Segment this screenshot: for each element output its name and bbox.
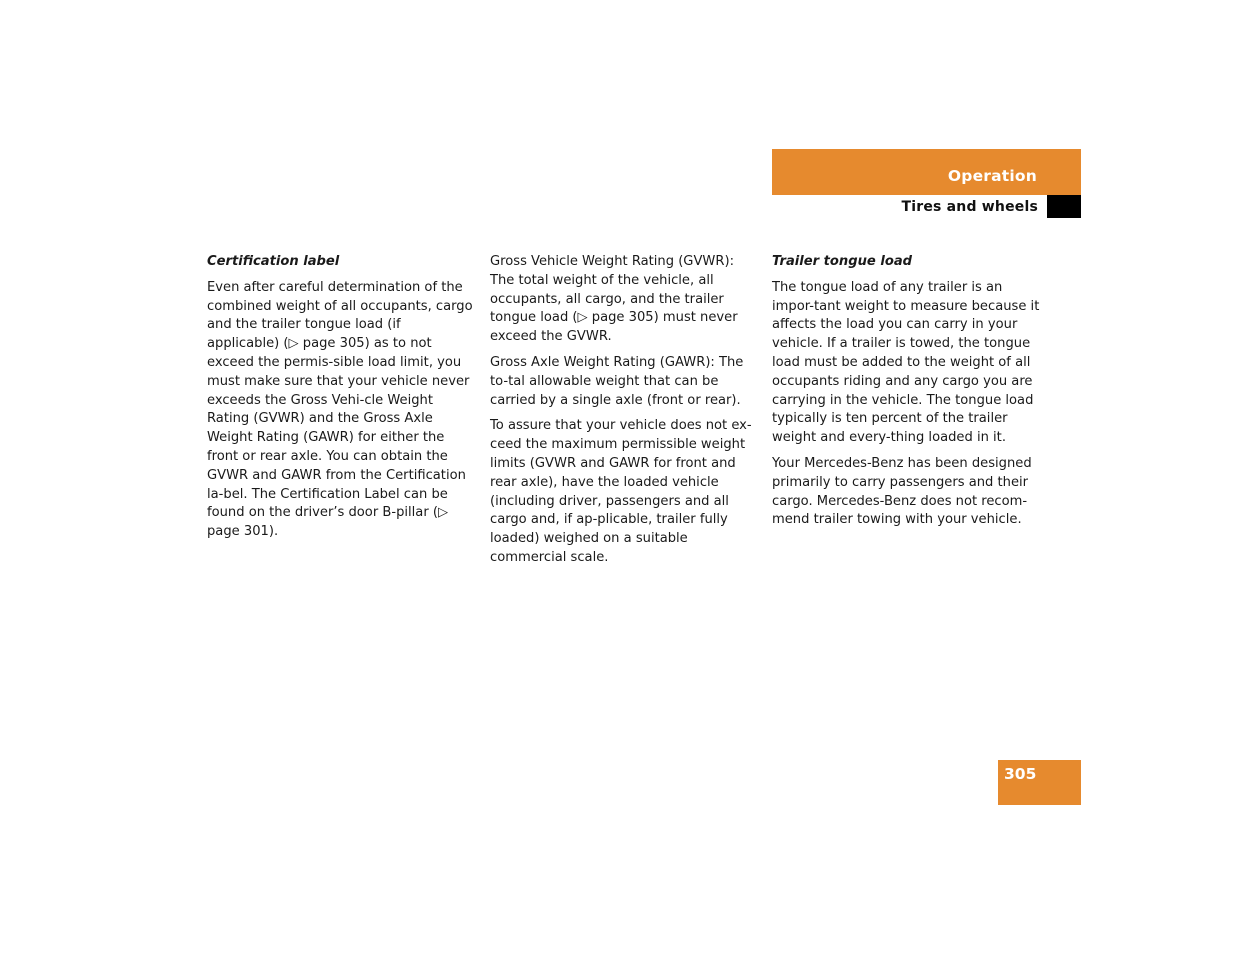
paragraph-tongue-load: The tongue load of any trailer is an impor-tant weight to measure because it affects the load you can carry in your vehicle. If a trailer is towed, the tongue load must be added to the weight of all occupants riding and any cargo you are carrying in the vehicle. The tongue load typically is ten percent of the trailer weight and every-thing loaded in it. bbox=[772, 279, 1040, 446]
heading-trailer-tongue-load: Trailer tongue load bbox=[772, 254, 913, 269]
thumb-tab-marker bbox=[1047, 195, 1081, 218]
paragraph-gawr: Gross Axle Weight Rating (GAWR): The to-tal allowable weight that can be carried by a single axle (front or rear). bbox=[490, 354, 744, 408]
paragraph-gvwr: Gross Vehicle Weight Rating (GVWR): The total weight of the vehicle, all occupants, all cargo, and the trailer tongue load (▷ page 305) must never exceed the GVWR. bbox=[490, 254, 738, 345]
text-column-2 bbox=[490, 253, 758, 575]
section-header-band bbox=[772, 149, 1081, 195]
subsection-title: Tires and wheels bbox=[901, 199, 1038, 215]
page-number-box bbox=[998, 760, 1081, 805]
page-number: 305 bbox=[1004, 765, 1037, 783]
section-title: Operation bbox=[947, 167, 1037, 185]
text-column-1 bbox=[207, 253, 475, 549]
paragraph: Even after careful determination of the combined weight of all occupants, cargo and the trailer tongue load (if applicable) (▷ page 305) as to not exceed the permis-sible load limit, you must make sure that your vehicle never exceeds the Gross Vehi-cle Weight Rating (GVWR) and the Gross Axle Weight Rating (GAWR) for either the front or rear axle. You can obtain the GVWR and GAWR from the Certification la-bel. The Certification Label can be found on the driver’s door B-pillar (▷ page 301). bbox=[207, 279, 473, 540]
heading-certification-label: Certification label bbox=[207, 254, 340, 269]
paragraph-weigh-vehicle: To assure that your vehicle does not ex-ceed the maximum permissible weight limits (GVWR and GAWR for front and rear axle), have the loaded vehicle (including driver, passengers and all cargo and, if ap-plicable, trailer fully loaded) weighed on a suitable commercial scale. bbox=[490, 418, 752, 565]
text-column-3 bbox=[772, 253, 1040, 537]
paragraph-towing-recommendation: Your Mercedes-Benz has been designed primarily to carry passengers and their cargo. Mercedes-Benz does not recom-mend trailer towing with your vehicle. bbox=[772, 455, 1032, 528]
